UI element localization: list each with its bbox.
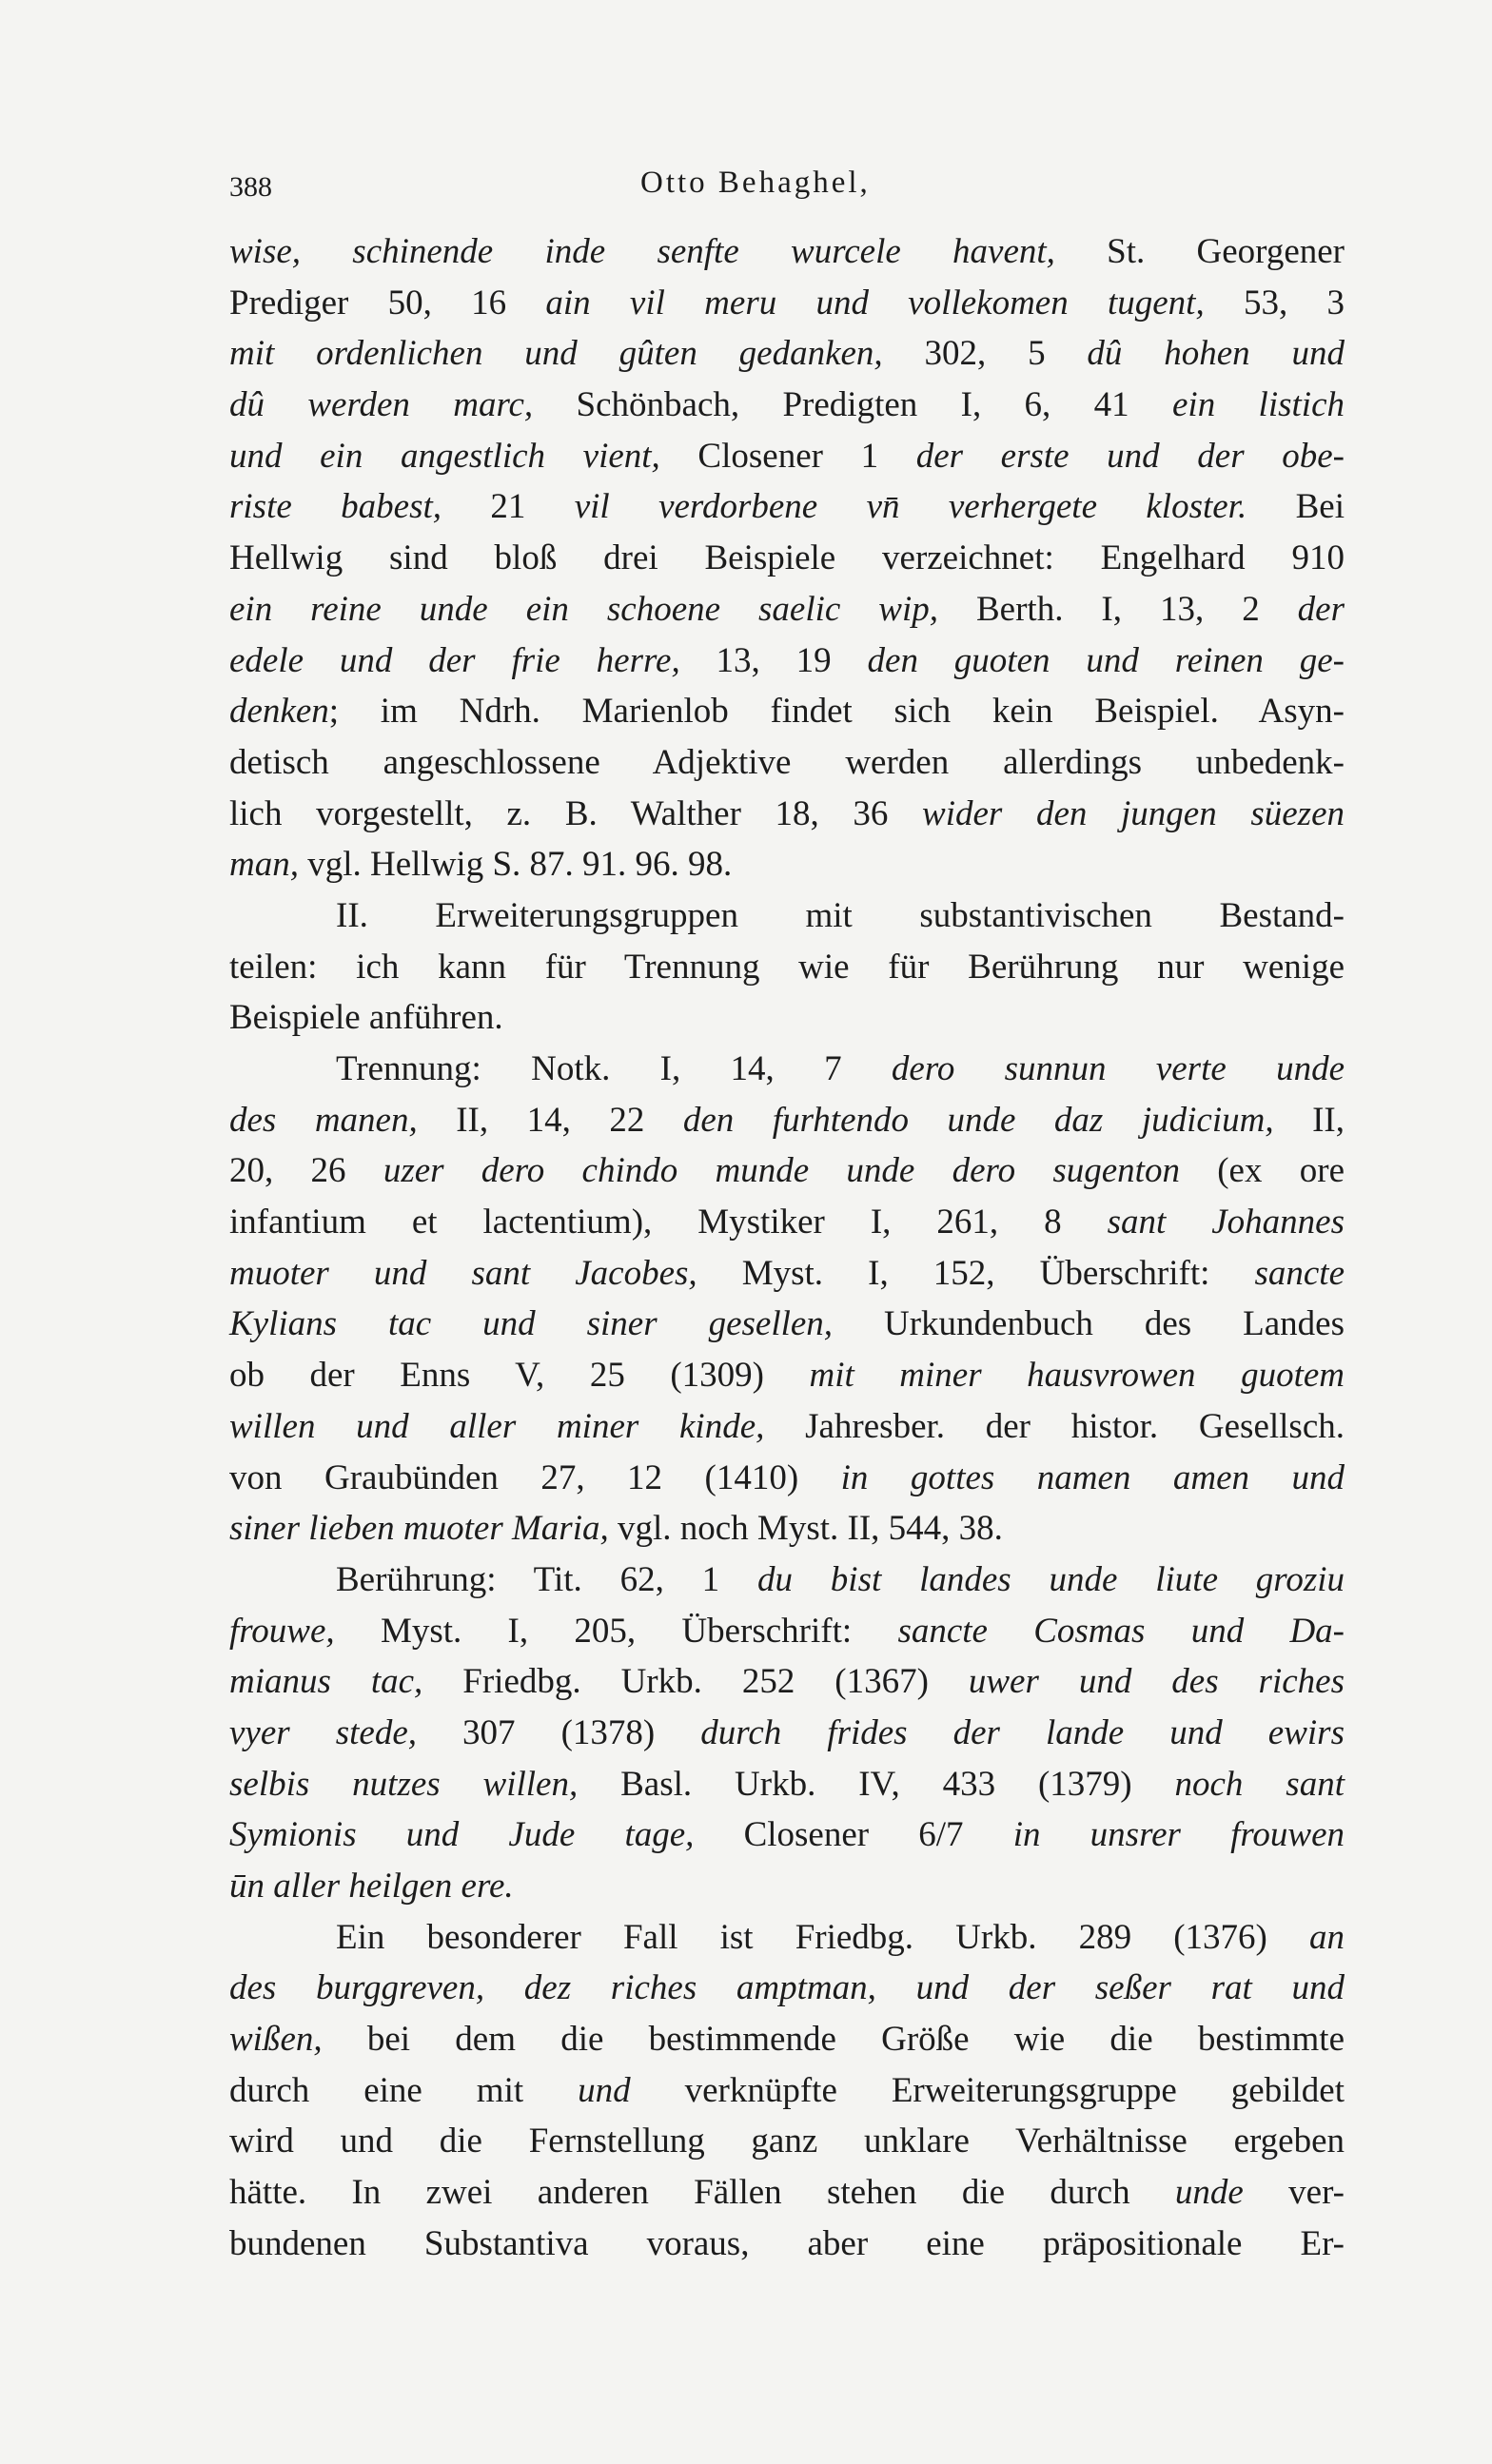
text-segment: Urkundenbuch des Landes <box>833 1304 1345 1344</box>
text-line <box>229 2167 1345 2219</box>
text-segment: Berth. I, 13, 2 <box>938 589 1298 629</box>
italic-quote: in unsrer frouwen <box>1012 1815 1345 1855</box>
italic-quote: sant Johannes <box>1107 1203 1345 1242</box>
text-line <box>229 1963 1345 2014</box>
italic-quote: durch frides der lande und ewirs <box>700 1712 1345 1752</box>
text-segment: teilen: ich kann für Trennung wie für Berührung nur wenige <box>229 947 1345 987</box>
italic-quote: des manen, <box>229 1100 418 1140</box>
text-segment: Hellwig sind bloß drei Beispiele verzeichnet: Engelhard 910 <box>229 538 1345 578</box>
text-segment: vgl. noch Myst. II, 544, 38. <box>608 1509 1003 1549</box>
text-line <box>229 1606 1345 1657</box>
text-line <box>229 584 1345 636</box>
italic-quote: dû werden marc, <box>229 385 534 425</box>
italic-quote: in gottes namen amen und <box>840 1457 1345 1497</box>
text-line <box>229 839 1345 890</box>
italic-quote: noch sant <box>1174 1764 1345 1804</box>
text-line <box>229 2219 1345 2270</box>
text-line <box>229 1759 1345 1810</box>
text-segment: von Graubünden 27, 12 (1410) <box>229 1457 841 1497</box>
text-segment: 21 <box>442 487 575 527</box>
italic-quote: dû hohen und <box>1087 334 1345 374</box>
text-line <box>229 431 1345 482</box>
text-segment: lich vorgestellt, z. B. Walther 18, 36 <box>229 793 923 833</box>
text-line <box>229 380 1345 431</box>
text-segment: vgl. Hellwig S. 87. 91. 96. 98. <box>298 845 733 885</box>
text-segment: 302, 5 <box>882 334 1088 374</box>
text-segment: Friedbg. Urkb. 252 (1367) <box>422 1662 969 1702</box>
text-line <box>229 1656 1345 1708</box>
italic-quote: und ein angestlich vient, <box>229 436 660 476</box>
text-line <box>229 1809 1345 1861</box>
italic-quote: des burggreven, dez riches amptman, und der seßer rat und <box>229 1968 1345 2008</box>
text-line <box>229 1453 1345 1504</box>
italic-quote: wise, schinende inde senfte wurcele havent, <box>229 232 1055 271</box>
italic-quote: sancte Cosmas und Da- <box>897 1611 1345 1651</box>
text-segment: 20, 26 <box>229 1151 383 1191</box>
text-line <box>229 737 1345 789</box>
text-segment: St. Georgener <box>1054 232 1345 271</box>
text-segment: Beispiele anführen. <box>229 998 503 1038</box>
text-segment: ob der Enns V, 25 (1309) <box>229 1356 810 1396</box>
text-segment: 307 (1378) <box>417 1712 701 1752</box>
text-line <box>229 2065 1345 2117</box>
text-segment: bundenen Substantiva voraus, aber eine präpositionale Er- <box>229 2223 1345 2263</box>
text-segment: durch eine mit <box>229 2070 579 2110</box>
italic-quote: Kylians tac und siner gesellen, <box>229 1304 834 1344</box>
italic-quote: unde <box>1174 2173 1244 2213</box>
body-text <box>229 226 1345 2270</box>
italic-quote: vyer stede, <box>229 1712 417 1752</box>
italic-quote: uzer dero chindo munde unde dero sugenton <box>383 1151 1180 1191</box>
text-line <box>229 1044 1345 1095</box>
text-segment: II. Erweiterungsgruppen mit substantivischen Bestand- <box>336 895 1345 935</box>
italic-quote: vil verdorbene vn̄ verhergete kloster. <box>574 487 1247 527</box>
text-line <box>229 789 1345 840</box>
text-segment: wird und die Fernstellung ganz unklare Verhältnisse ergeben <box>229 2122 1345 2161</box>
italic-quote: der <box>1297 589 1345 629</box>
italic-quote: riste babest, <box>229 487 442 527</box>
page-number: 388 <box>229 171 272 203</box>
text-segment: bei dem die bestimmende Größe wie die bestimmte <box>322 2020 1345 2060</box>
text-segment: II, 14, 22 <box>417 1100 683 1140</box>
italic-quote: ūn aller heilgen ere. <box>229 1867 514 1906</box>
italic-quote: denken <box>229 692 329 732</box>
text-line <box>229 1503 1345 1555</box>
italic-quote: Symionis und Jude tage, <box>229 1815 695 1855</box>
text-segment: Berührung: Tit. 62, 1 <box>336 1559 757 1599</box>
text-line <box>229 328 1345 380</box>
text-line <box>229 1197 1345 1248</box>
text-line <box>229 1350 1345 1401</box>
italic-quote: mianus tac, <box>229 1662 423 1702</box>
italic-quote: uwer und des riches <box>968 1662 1345 1702</box>
text-segment: Closener 1 <box>659 436 916 476</box>
running-head: Otto Behaghel, <box>640 166 871 200</box>
text-segment: Myst. I, 205, Überschrift: <box>334 1611 898 1651</box>
text-segment: verknüpfte Erweiterungsgruppe gebildet <box>630 2070 1345 2110</box>
italic-quote: sancte <box>1254 1253 1345 1293</box>
text-line <box>229 1299 1345 1350</box>
text-segment: Basl. Urkb. IV, 433 (1379) <box>578 1764 1175 1804</box>
text-line <box>229 1401 1345 1453</box>
text-line <box>229 1708 1345 1759</box>
text-segment: ; im Ndrh. Marienlob findet sich kein Beispiel. Asyn- <box>328 692 1345 732</box>
text-segment: Prediger 50, 16 <box>229 283 546 323</box>
italic-quote: du bist landes unde liute groziu <box>756 1559 1345 1599</box>
italic-quote: dero sunnun verte unde <box>891 1049 1345 1088</box>
text-segment: Bei <box>1247 487 1345 527</box>
italic-quote: frouwe, <box>229 1611 335 1651</box>
italic-quote: willen und aller miner kinde, <box>229 1406 765 1446</box>
text-line <box>229 2014 1345 2065</box>
italic-quote: der erste und der obe- <box>915 436 1345 476</box>
text-line <box>229 1861 1345 1912</box>
text-segment: Myst. I, 152, Überschrift: <box>697 1253 1255 1293</box>
text-segment: Trennung: Notk. I, 14, 7 <box>336 1049 892 1088</box>
text-line <box>229 1248 1345 1300</box>
text-line <box>229 481 1345 533</box>
text-line <box>229 278 1345 329</box>
text-segment: 13, 19 <box>679 640 868 680</box>
text-segment: ver- <box>1243 2173 1345 2213</box>
italic-quote: ain vil meru und vollekomen tugent, <box>545 283 1205 323</box>
italic-quote: muoter und sant Jacobes, <box>229 1253 697 1293</box>
text-segment: hätte. In zwei anderen Fällen stehen die durch <box>229 2173 1175 2213</box>
text-line <box>229 533 1345 584</box>
text-line <box>229 992 1345 1044</box>
text-line <box>229 1555 1345 1606</box>
text-segment: II, <box>1273 1100 1345 1140</box>
text-line <box>229 686 1345 737</box>
italic-quote: wißen, <box>229 2020 323 2060</box>
italic-quote: ein reine unde ein schoene saelic wip, <box>229 589 939 629</box>
text-line <box>229 942 1345 993</box>
text-line <box>229 1912 1345 1964</box>
text-segment: Ein besonderer Fall ist Friedbg. Urkb. 289 (1376) <box>336 1917 1309 1957</box>
page-header <box>229 160 1352 217</box>
text-line <box>229 2116 1345 2167</box>
italic-quote: selbis nutzes willen, <box>229 1764 579 1804</box>
italic-quote: edele und der frie herre, <box>229 640 680 680</box>
text-segment: Closener 6/7 <box>694 1815 1013 1855</box>
italic-quote: siner lieben muoter Maria, <box>229 1509 609 1549</box>
text-line <box>229 1095 1345 1146</box>
italic-quote: wider den jungen süezen <box>922 793 1345 833</box>
text-segment: 53, 3 <box>1204 283 1345 323</box>
text-segment: detisch angeschlossene Adjektive werden allerdings unbedenk- <box>229 742 1345 782</box>
text-segment: infantium et lactentium), Mystiker I, 261, 8 <box>229 1203 1108 1242</box>
text-line <box>229 636 1345 687</box>
italic-quote: mit ordenlichen und gûten gedanken, <box>229 334 883 374</box>
text-line <box>229 226 1345 278</box>
italic-quote: man, <box>229 845 299 885</box>
italic-quote: an <box>1309 1917 1345 1957</box>
text-segment: Schönbach, Predigten I, 6, 41 <box>533 385 1172 425</box>
text-line <box>229 890 1345 942</box>
italic-quote: den furhtendo unde daz judicium, <box>682 1100 1274 1140</box>
text-segment: Jahresber. der histor. Gesellsch. <box>764 1406 1345 1446</box>
italic-quote: mit miner hausvrowen guotem <box>809 1356 1345 1396</box>
text-segment: (ex ore <box>1179 1151 1345 1191</box>
italic-quote: und <box>578 2070 631 2110</box>
text-line <box>229 1145 1345 1197</box>
italic-quote: ein listich <box>1172 385 1345 425</box>
italic-quote: den guoten und reinen ge- <box>867 640 1345 680</box>
